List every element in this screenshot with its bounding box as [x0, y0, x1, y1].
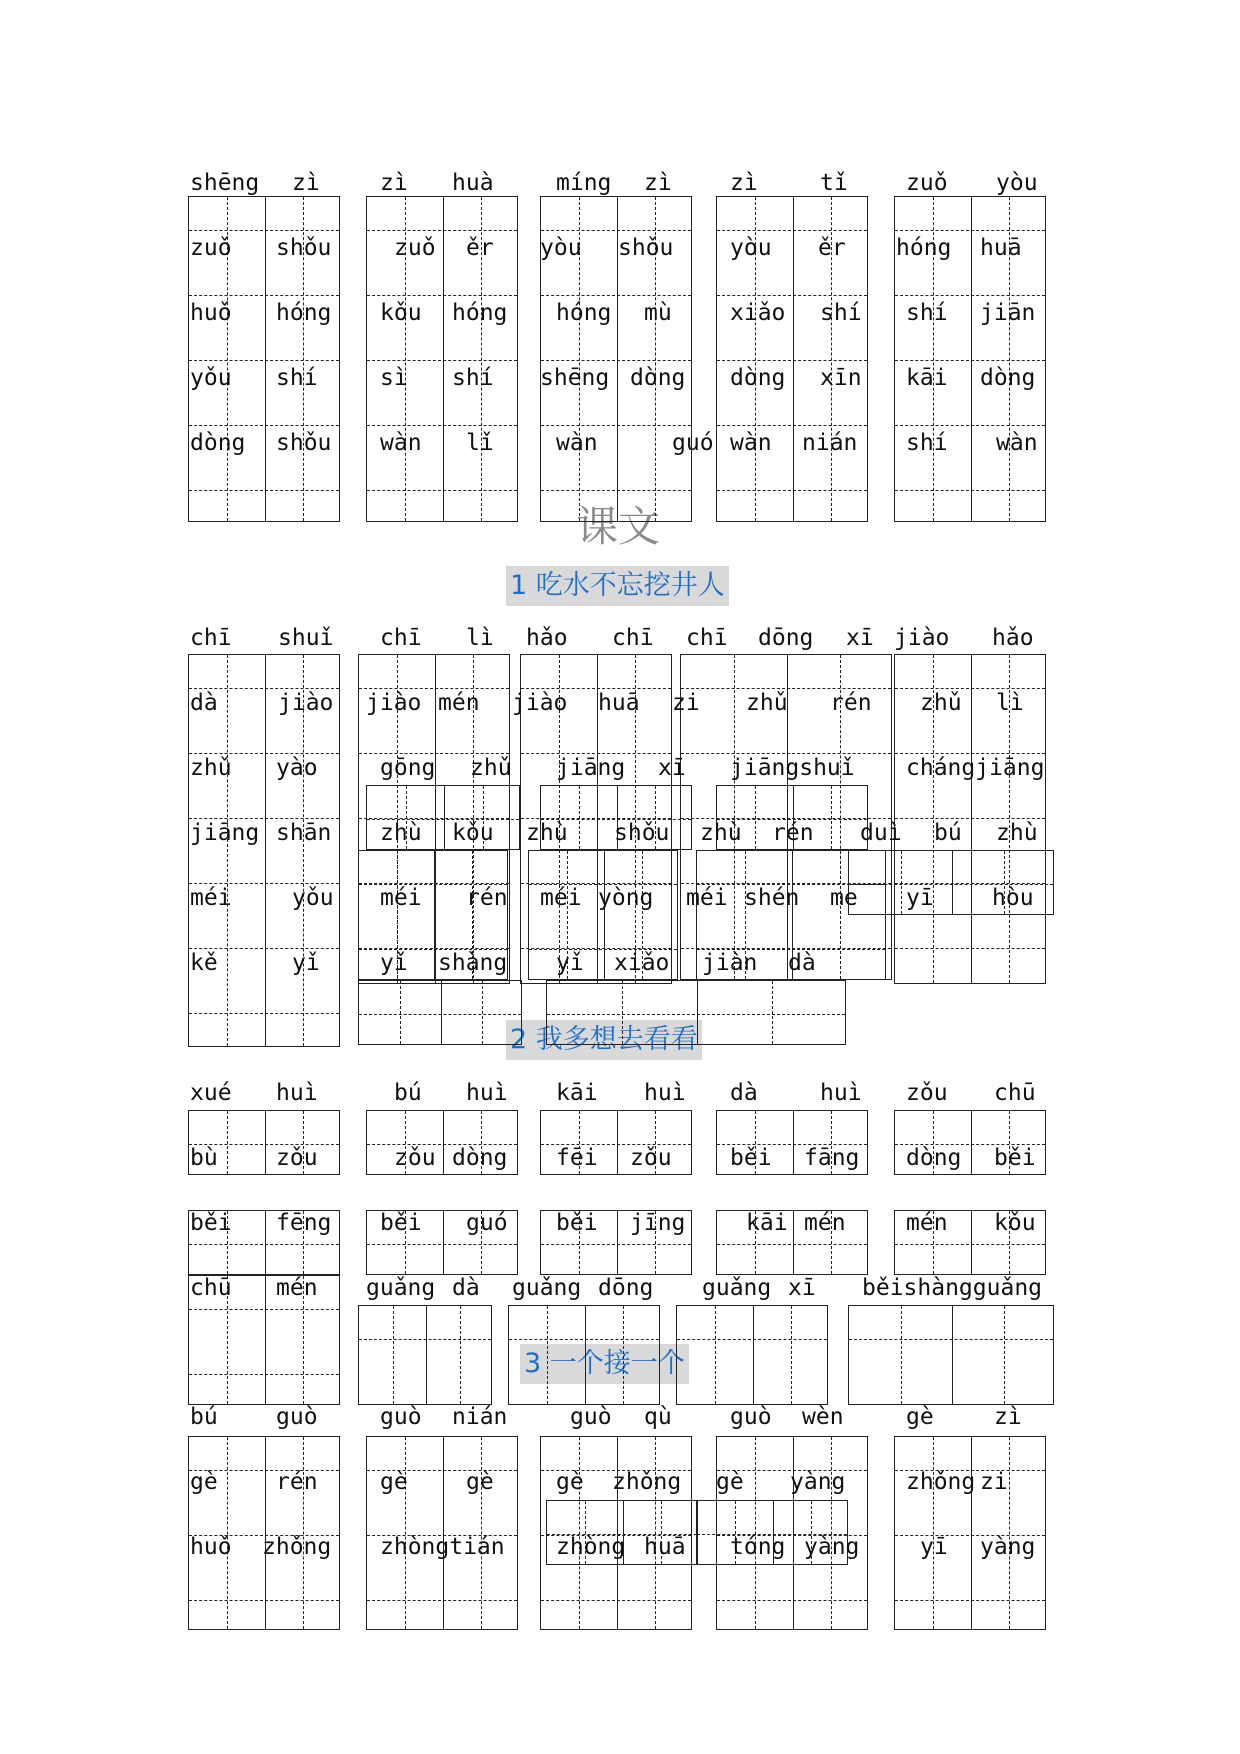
- pinyin-label: wèn: [802, 1404, 844, 1430]
- pinyin-label: méi: [540, 885, 582, 911]
- pinyin-label: tǐ: [820, 170, 848, 196]
- pinyin-label: zhòngtián: [380, 1534, 505, 1560]
- pinyin-label: jiào: [894, 625, 950, 651]
- pinyin-label: méi: [190, 885, 232, 911]
- pinyin-label: dòng: [452, 1145, 508, 1171]
- pinyin-label: huā: [980, 235, 1022, 261]
- pinyin-label: jiào: [366, 690, 422, 716]
- pinyin-label: bú: [934, 820, 962, 846]
- tianzige-grid: [366, 1436, 518, 1630]
- pinyin-label: huà: [452, 170, 494, 196]
- pinyin-label: běi: [190, 1210, 232, 1236]
- pinyin-label: guǎng: [512, 1275, 582, 1301]
- pinyin-label: zǒu: [394, 1145, 436, 1171]
- pinyin-label: gè: [716, 1469, 744, 1495]
- pinyin-label: bù: [190, 1145, 218, 1171]
- pinyin-label: dòng: [906, 1145, 962, 1171]
- pinyin-label: yòu: [730, 235, 772, 261]
- pinyin-label: hǎo: [992, 625, 1034, 651]
- pinyin-label: jiāngshuǐ: [730, 755, 855, 781]
- pinyin-label: wàn: [996, 430, 1038, 456]
- pinyin-label: kǒu: [380, 300, 422, 326]
- pinyin-label: zhǒng: [262, 1534, 332, 1560]
- pinyin-label: shí: [820, 300, 862, 326]
- pinyin-label: zhù: [996, 820, 1038, 846]
- pinyin-label: nián: [802, 430, 858, 456]
- pinyin-label: fēi: [556, 1145, 598, 1171]
- tianzige-grid: [358, 1305, 492, 1405]
- pinyin-label: ěr: [466, 235, 494, 261]
- pinyin-label: gè: [380, 1469, 408, 1495]
- pinyin-label: mén: [276, 1275, 318, 1301]
- tianzige-grid: [188, 1436, 340, 1630]
- tianzige-grid: [894, 1436, 1046, 1630]
- pinyin-label: chī: [686, 625, 728, 651]
- pinyin-label: zì: [292, 170, 320, 196]
- pinyin-label: huā: [598, 690, 640, 716]
- pinyin-label: yǒu: [190, 365, 232, 391]
- pinyin-label: hǎo: [526, 625, 568, 651]
- pinyin-label: yī: [920, 1534, 948, 1560]
- pinyin-label: yào: [276, 755, 318, 781]
- pinyin-label: guò: [276, 1404, 318, 1430]
- pinyin-label: mén: [804, 1210, 846, 1236]
- pinyin-label: yǐ: [556, 950, 584, 976]
- pinyin-label: rén: [830, 690, 872, 716]
- pinyin-label: wàn: [730, 430, 772, 456]
- pinyin-label: jiào: [278, 690, 334, 716]
- pinyin-label: mén: [438, 690, 480, 716]
- pinyin-label: lì: [466, 625, 494, 651]
- pinyin-label: rén: [466, 885, 508, 911]
- pinyin-label: yòu: [996, 170, 1038, 196]
- pinyin-label: zhù: [380, 820, 422, 846]
- pinyin-label: guò: [730, 1404, 772, 1430]
- pinyin-label: xīn: [820, 365, 862, 391]
- pinyin-label: zuǒ: [906, 170, 948, 196]
- tianzige-grid: [366, 196, 518, 522]
- lesson-1-title: 1 吃水不忘挖井人: [506, 566, 729, 606]
- pinyin-label: wàn: [556, 430, 598, 456]
- pinyin-label: mù: [644, 300, 672, 326]
- pinyin-label: chī: [190, 625, 232, 651]
- pinyin-label: guò: [570, 1404, 612, 1430]
- pinyin-label: gè: [906, 1404, 934, 1430]
- pinyin-label: jīng: [630, 1210, 686, 1236]
- pinyin-label: zhù: [700, 820, 742, 846]
- pinyin-label: zì: [644, 170, 672, 196]
- pinyin-label: běi: [380, 1210, 422, 1236]
- tianzige-grid: [546, 980, 846, 1045]
- pinyin-label: fēng: [276, 1210, 332, 1236]
- pinyin-label: dōng: [758, 625, 814, 651]
- pinyin-label: huì: [644, 1080, 686, 1106]
- pinyin-label: dòng: [730, 365, 786, 391]
- pinyin-label: bú: [394, 1080, 422, 1106]
- pinyin-label: xī: [788, 1275, 816, 1301]
- pinyin-label: kǒu: [452, 820, 494, 846]
- pinyin-label: dòng: [980, 365, 1036, 391]
- pinyin-label: xī: [658, 755, 686, 781]
- pinyin-label: rén: [772, 820, 814, 846]
- pinyin-label: shén: [744, 885, 800, 911]
- pinyin-label: hóng: [452, 300, 508, 326]
- pinyin-label: chī: [380, 625, 422, 651]
- pinyin-label: mén: [906, 1210, 948, 1236]
- pinyin-label: yǒu: [292, 885, 334, 911]
- pinyin-label: guó: [672, 430, 714, 456]
- pinyin-label: nián: [452, 1404, 508, 1430]
- pinyin-label: yàng: [980, 1534, 1036, 1560]
- pinyin-label: shǒu: [276, 235, 332, 261]
- pinyin-label: guó: [466, 1210, 508, 1236]
- pinyin-label: zuǒ: [394, 235, 436, 261]
- pinyin-label: guǎng: [366, 1275, 436, 1301]
- pinyin-label: jiāng: [556, 755, 626, 781]
- pinyin-label: duì: [860, 820, 902, 846]
- pinyin-label: tóng: [730, 1534, 786, 1560]
- pinyin-label: xiǎo: [614, 950, 670, 976]
- pinyin-label: shān: [276, 820, 332, 846]
- section-title: 课文: [576, 502, 661, 551]
- pinyin-label: shǒu: [276, 430, 332, 456]
- pinyin-label: jiāng: [190, 820, 260, 846]
- pinyin-label: chū: [190, 1275, 232, 1301]
- pinyin-label: běishàngguǎng: [862, 1275, 1043, 1301]
- pinyin-label: běi: [730, 1145, 772, 1171]
- pinyin-label: hóng: [556, 300, 612, 326]
- pinyin-label: qù: [644, 1404, 672, 1430]
- pinyin-label: shí: [452, 365, 494, 391]
- pinyin-label: dòng: [630, 365, 686, 391]
- pinyin-label: dà: [788, 950, 816, 976]
- pinyin-label: dōng: [598, 1275, 654, 1301]
- pinyin-label: gè: [190, 1469, 218, 1495]
- pinyin-label: huì: [820, 1080, 862, 1106]
- pinyin-label: yàng: [790, 1469, 846, 1495]
- pinyin-label: shǒu: [618, 235, 674, 261]
- pinyin-label: zǒu: [276, 1145, 318, 1171]
- pinyin-label: jiào: [512, 690, 568, 716]
- pinyin-label: kāi: [906, 365, 948, 391]
- pinyin-label: guǎng: [702, 1275, 772, 1301]
- pinyin-label: míng: [556, 170, 612, 196]
- pinyin-label: zhǒng: [906, 1469, 976, 1495]
- pinyin-label: kāi: [746, 1210, 788, 1236]
- pinyin-label: kě: [190, 950, 218, 976]
- pinyin-label: yàng: [804, 1534, 860, 1560]
- pinyin-label: hóng: [896, 235, 952, 261]
- pinyin-label: zhǔ: [190, 755, 232, 781]
- pinyin-label: hòu: [992, 885, 1034, 911]
- pinyin-label: zì: [994, 1404, 1022, 1430]
- tianzige-grid: [358, 980, 522, 1045]
- pinyin-label: zhù: [526, 820, 568, 846]
- pinyin-label: lì: [996, 690, 1024, 716]
- pinyin-label: huì: [466, 1080, 508, 1106]
- pinyin-label: yǐ: [380, 950, 408, 976]
- pinyin-label: zǒu: [906, 1080, 948, 1106]
- pinyin-label: huǒ: [190, 1534, 232, 1560]
- pinyin-label: guò: [380, 1404, 422, 1430]
- pinyin-label: shí: [906, 300, 948, 326]
- pinyin-label: kāi: [556, 1080, 598, 1106]
- tianzige-grid: [848, 1305, 1054, 1405]
- pinyin-label: dà: [730, 1080, 758, 1106]
- pinyin-label: gè: [466, 1469, 494, 1495]
- pinyin-label: jiàn: [702, 950, 758, 976]
- pinyin-label: zuǒ: [190, 235, 232, 261]
- pinyin-label: me: [830, 885, 858, 911]
- pinyin-label: shí: [906, 430, 948, 456]
- pinyin-label: dà: [190, 690, 218, 716]
- pinyin-label: yǐ: [292, 950, 320, 976]
- pinyin-label: ěr: [818, 235, 846, 261]
- pinyin-label: zhǔ: [746, 690, 788, 716]
- pinyin-label: shàng: [438, 950, 508, 976]
- pinyin-label: zǒu: [630, 1145, 672, 1171]
- pinyin-label: kǒu: [994, 1210, 1036, 1236]
- pinyin-label: bú: [190, 1404, 218, 1430]
- pinyin-label: shǒu: [614, 820, 670, 846]
- pinyin-label: lǐ: [466, 430, 494, 456]
- pinyin-label: shí: [276, 365, 318, 391]
- pinyin-label: yòu: [540, 235, 582, 261]
- pinyin-label: huǒ: [190, 300, 232, 326]
- pinyin-label: xiǎo: [730, 300, 786, 326]
- pinyin-label: běi: [556, 1210, 598, 1236]
- lesson-3-title: 3 一个接一个: [520, 1344, 689, 1384]
- pinyin-label: huā: [644, 1534, 686, 1560]
- pinyin-label: shēng: [190, 170, 260, 196]
- pinyin-label: gōng: [380, 755, 436, 781]
- lesson-2-title: 2 我多想去看看: [506, 1020, 702, 1060]
- pinyin-label: zhǒng: [612, 1469, 682, 1495]
- pinyin-label: zi: [672, 690, 700, 716]
- pinyin-label: zi: [980, 1469, 1008, 1495]
- pinyin-label: hóng: [276, 300, 332, 326]
- pinyin-label: jiān: [980, 300, 1036, 326]
- pinyin-label: běi: [994, 1145, 1036, 1171]
- pinyin-label: yī: [906, 885, 934, 911]
- pinyin-label: zhòng: [556, 1534, 626, 1560]
- pinyin-label: xué: [190, 1080, 232, 1106]
- pinyin-label: chángjiāng: [906, 755, 1045, 781]
- tianzige-grid: [676, 1305, 828, 1405]
- pinyin-label: zhǔ: [470, 755, 512, 781]
- pinyin-label: méi: [380, 885, 422, 911]
- pinyin-label: chī: [612, 625, 654, 651]
- pinyin-label: yòng: [598, 885, 654, 911]
- pinyin-label: zì: [730, 170, 758, 196]
- pinyin-label: chū: [994, 1080, 1036, 1106]
- pinyin-label: zhǔ: [920, 690, 962, 716]
- pinyin-label: xī: [846, 625, 874, 651]
- pinyin-label: huì: [276, 1080, 318, 1106]
- pinyin-label: dà: [452, 1275, 480, 1301]
- tianzige-grid: [508, 1305, 660, 1405]
- pinyin-label: rén: [276, 1469, 318, 1495]
- pinyin-label: wàn: [380, 430, 422, 456]
- pinyin-label: shuǐ: [278, 625, 334, 651]
- pinyin-label: dòng: [190, 430, 246, 456]
- pinyin-label: méi: [686, 885, 728, 911]
- pinyin-label: sì: [380, 365, 408, 391]
- pinyin-label: shēng: [540, 365, 610, 391]
- pinyin-label: zì: [380, 170, 408, 196]
- pinyin-label: gè: [556, 1469, 584, 1495]
- pinyin-label: fāng: [804, 1145, 860, 1171]
